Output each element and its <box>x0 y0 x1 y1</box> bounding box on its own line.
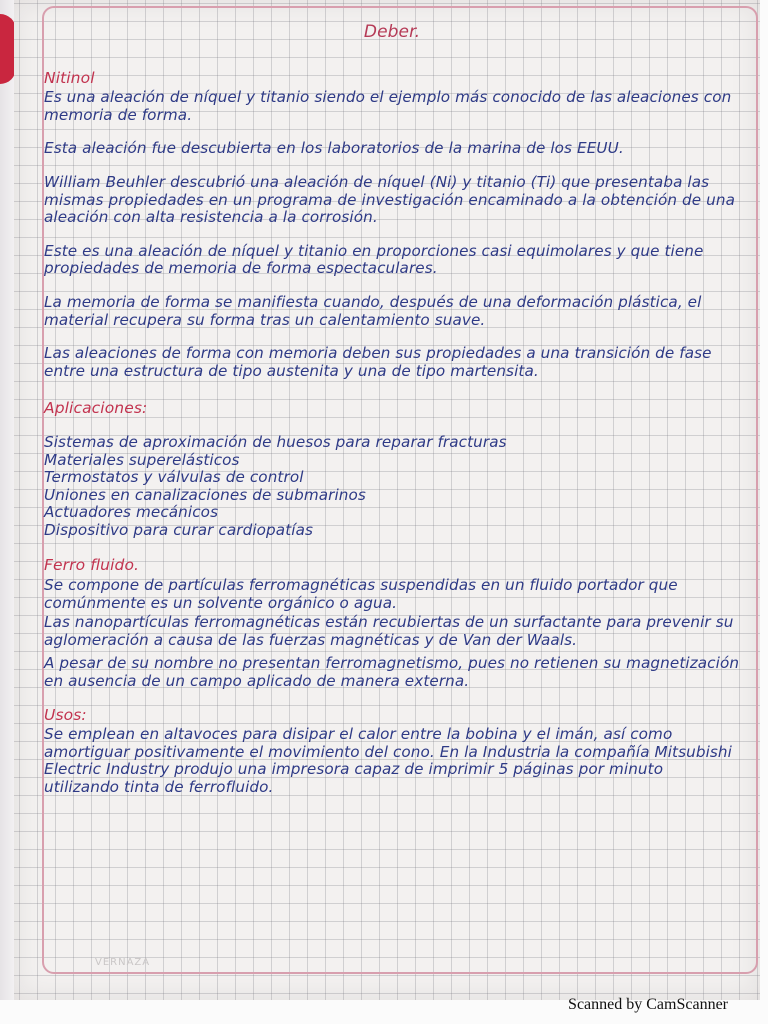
paragraph-nitinol-5: La memoria de forma se manifiesta cuando, después de una deformación plástica, el material recupera su forma tras un calentamiento suave. <box>44 292 702 329</box>
paragraph-nitinol-6: Las aleaciones de forma con memoria deben sus propiedades a una transición de fase entre una estructura de tipo austenita y una de tipo martensita. <box>44 344 712 380</box>
list-item: Actuadores mecánicos <box>44 503 219 522</box>
paragraph-nitinol-4: Este es una aleación de níquel y titanio en proporciones casi equimolares y que tiene propiedades de memoria de forma espectaculares. <box>44 241 704 278</box>
list-item: Dispositivo para curar cardiopatías <box>44 520 313 539</box>
section-heading-usos: Usos: <box>44 705 87 724</box>
paragraph-usos-1: Se emplean en altavoces para disipar el calor entre la bobina y el imán, así como amortiguar positivamente el movimiento del cono. En la Industria la compañía Mitsubishi Electric Industry produjo una impresora capaz de imprimir 5 páginas por minuto utilizando tinta de ferrofluido. <box>44 725 732 796</box>
paragraph-ferrofluido-3: A pesar de su nombre no presentan ferromagnetismo, pues no retienen su magnetización en ausencia de un campo aplicado de manera externa. <box>44 654 740 691</box>
aplicaciones-list <box>44 434 740 540</box>
paragraph-ferrofluido-2: Las nanopartículas ferromagnéticas están recubiertas de un surfactante para prevenir su aglomeración a causa de las fuerzas magnéticas y de Van der Waals. <box>44 613 734 649</box>
paragraph-ferrofluido-1: Se compone de partículas ferromagnéticas suspendidas en un fluido portador que comúnmente es un solvente orgánico o agua. <box>44 576 678 612</box>
handwritten-content <box>44 20 740 813</box>
page-title: Deber. <box>363 22 421 42</box>
scanner-watermark: Scanned by CamScanner <box>568 996 728 1013</box>
table-edge <box>0 0 14 1000</box>
section-heading-ferrofluido: Ferro fluido. <box>44 556 140 575</box>
notebook-brand: VERNAZA <box>95 957 151 968</box>
paragraph-nitinol-1: Es una aleación de níquel y titanio siendo el ejemplo más conocido de las aleaciones con memoria de forma. <box>44 88 732 124</box>
paragraph-nitinol-2: Esta aleación fue descubierta en los laboratorios de la marina de los EEUU. <box>44 139 624 158</box>
section-heading-aplicaciones: Aplicaciones: <box>44 399 148 418</box>
list-item: Uniones en canalizaciones de submarinos <box>44 485 366 504</box>
section-heading-nitinol: Nitinol <box>44 68 95 87</box>
list-item: Materiales superelásticos <box>44 450 240 469</box>
list-item: Termostatos y válvulas de control <box>44 468 304 487</box>
paragraph-nitinol-3: William Beuhler descubrió una aleación de níquel (Ni) y titanio (Ti) que presentaba las mismas propiedades en un programa de investigación encaminado a la obtención de una aleación con alta resistencia a la corrosión. <box>44 172 735 227</box>
list-item: Sistemas de aproximación de huesos para reparar fracturas <box>44 432 507 451</box>
